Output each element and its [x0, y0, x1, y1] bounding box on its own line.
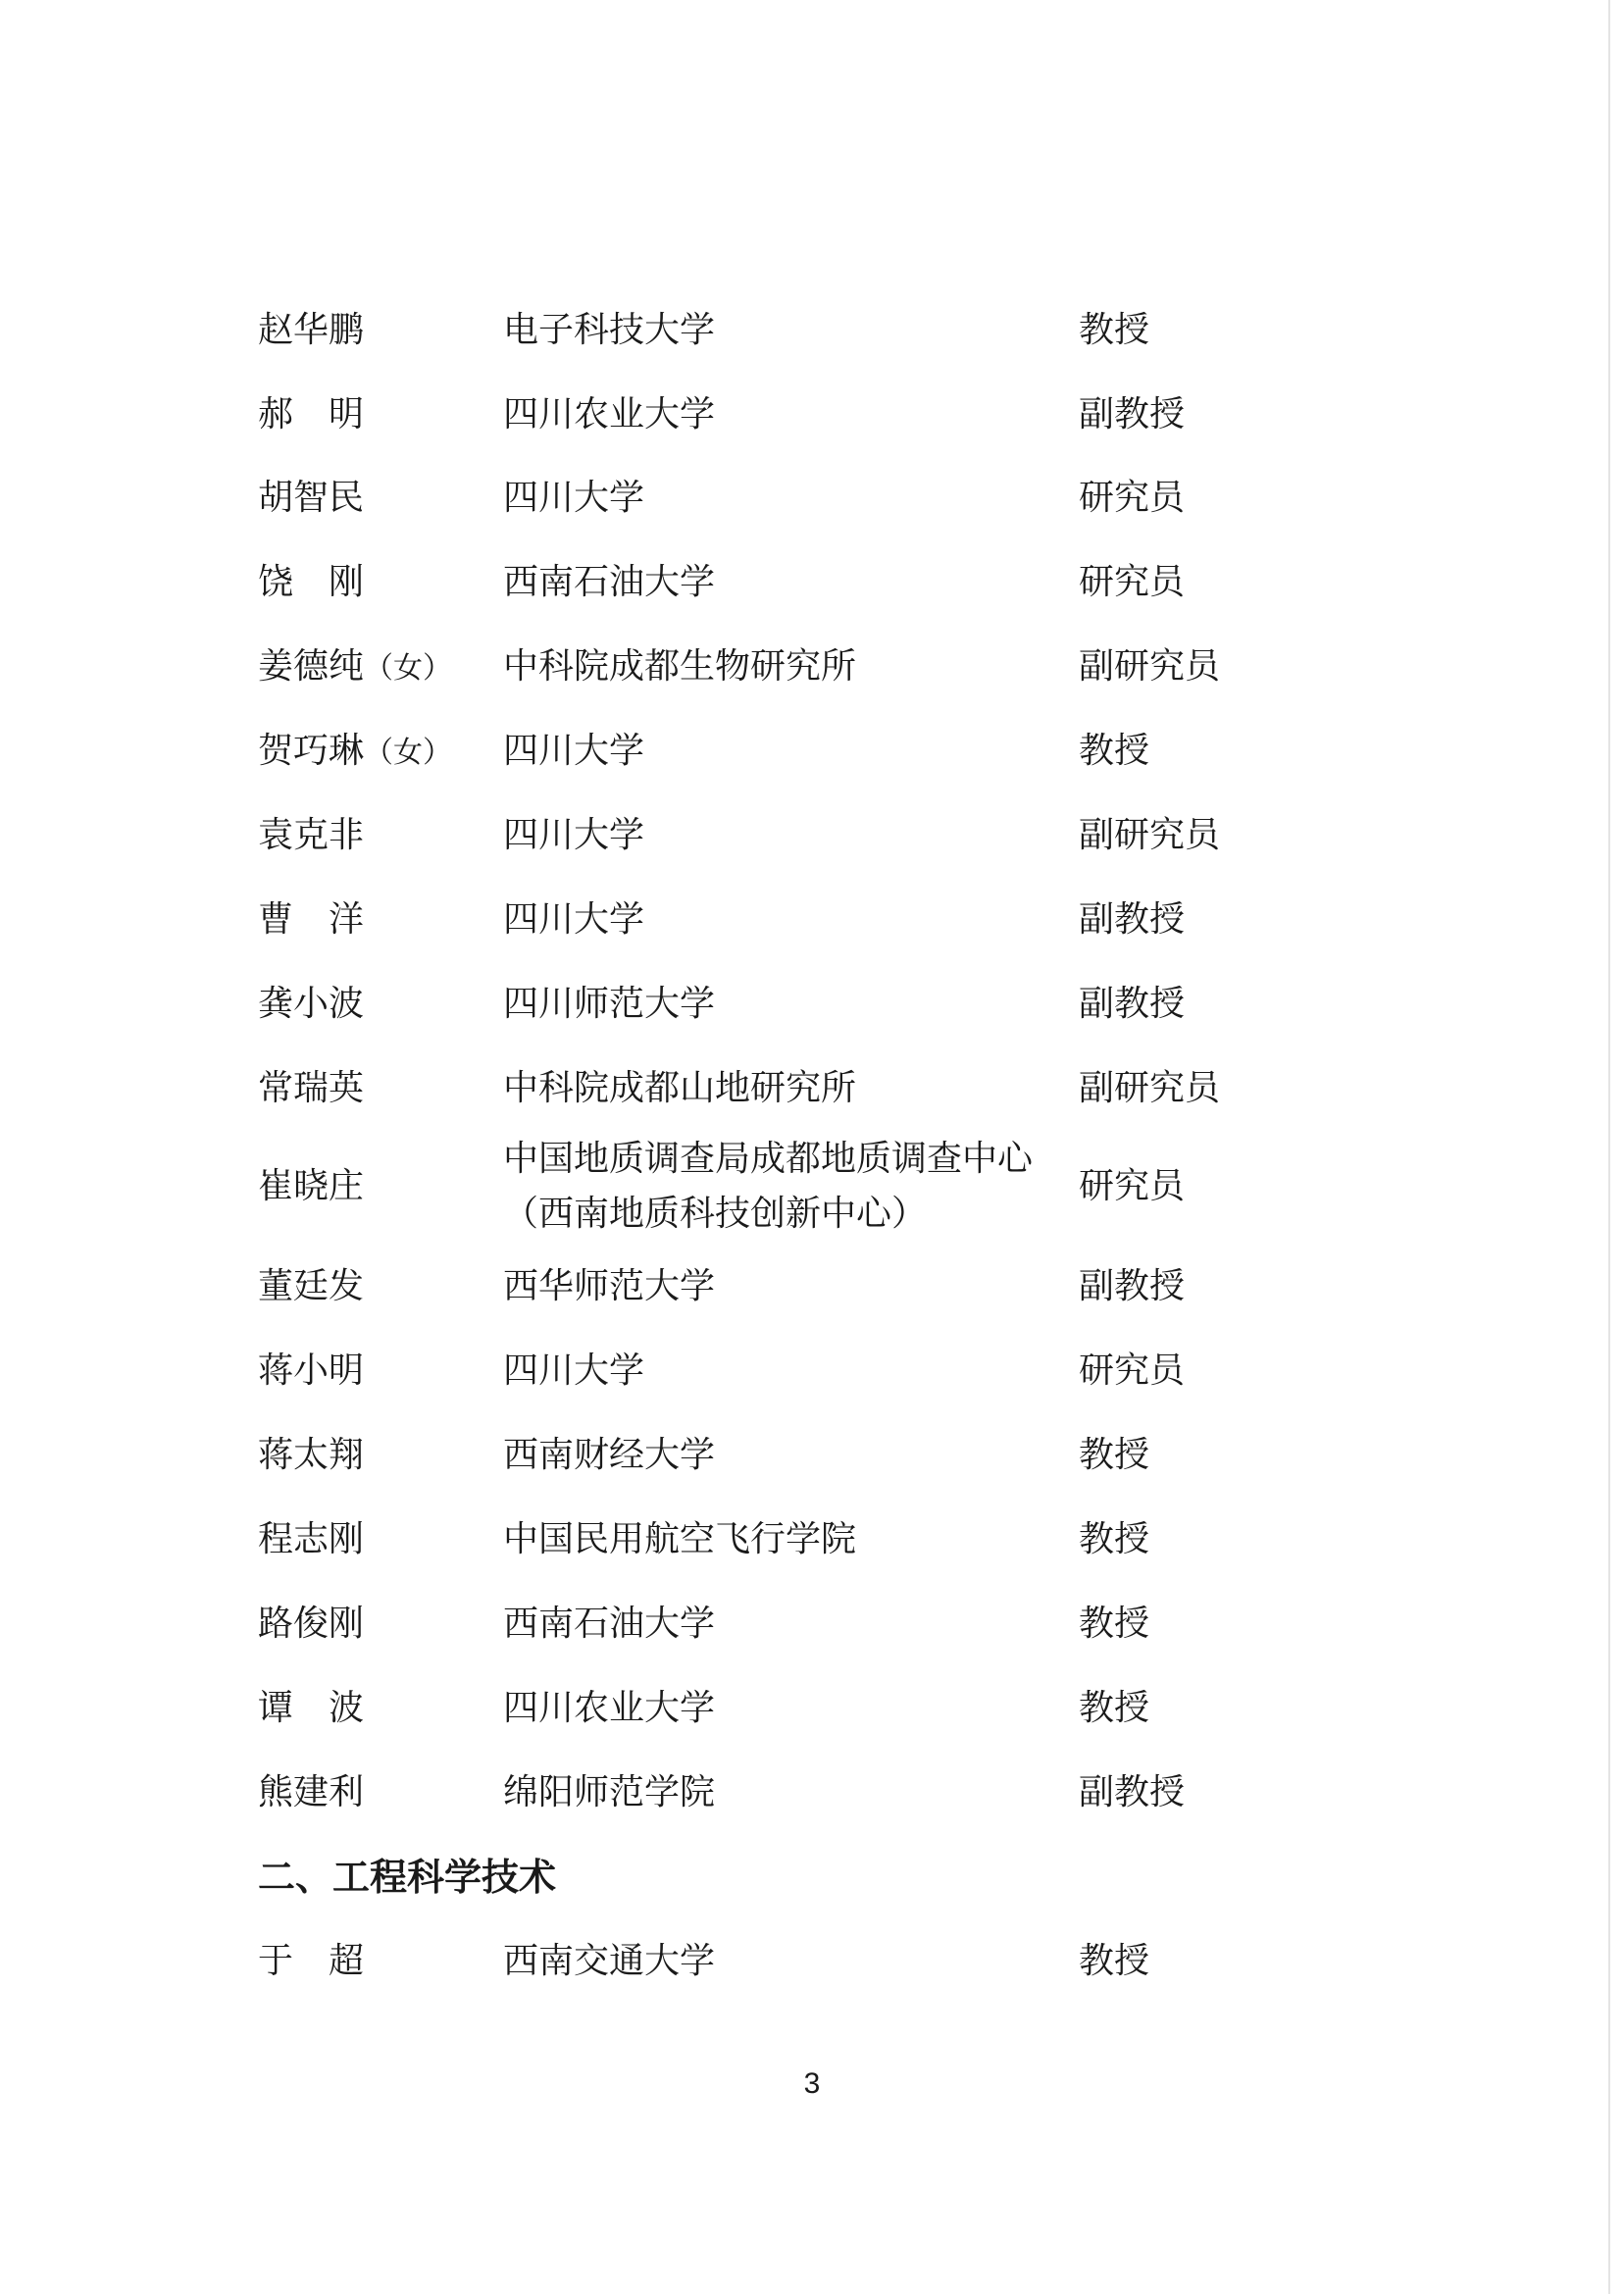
academic-title: 教授 — [1079, 1941, 1150, 1981]
table-row — [0, 806, 1624, 865]
academic-title: 教授 — [1079, 1604, 1150, 1644]
institution: 西南石油大学 — [503, 1604, 716, 1644]
person-name: 蒋小明 — [258, 1351, 365, 1391]
table-row — [0, 1932, 1624, 1991]
person-name: 曹 洋 — [258, 899, 365, 940]
person-name: 胡智民 — [258, 478, 365, 518]
person-name: 于 超 — [258, 1941, 365, 1981]
institution-line-2: （西南地质科技创新中心） — [503, 1194, 928, 1234]
institution: 四川大学 — [503, 731, 645, 771]
table-row — [0, 385, 1624, 444]
academic-title: 研究员 — [1079, 1166, 1186, 1206]
table-row — [0, 553, 1624, 612]
person-name: 崔晓庄 — [258, 1166, 365, 1206]
person-name: 郝 明 — [258, 394, 365, 434]
institution: 四川大学 — [503, 815, 645, 855]
person-name: 蒋太翔 — [258, 1435, 365, 1475]
academic-title: 副研究员 — [1079, 646, 1221, 687]
institution: 四川农业大学 — [503, 1688, 716, 1728]
academic-title: 副教授 — [1079, 899, 1186, 940]
institution: 四川大学 — [503, 478, 645, 518]
institution: 绵阳师范学院 — [503, 1772, 716, 1812]
academic-title: 研究员 — [1079, 562, 1186, 602]
table-row — [0, 469, 1624, 528]
institution: 中科院成都山地研究所 — [503, 1068, 857, 1108]
table-row — [0, 1128, 1624, 1246]
person-name: 董廷发 — [258, 1266, 365, 1306]
institution: 四川大学 — [503, 1351, 645, 1391]
person-name: 常瑞英 — [258, 1068, 365, 1108]
institution — [503, 1132, 1033, 1242]
table-row — [0, 1595, 1624, 1654]
institution: 西南财经大学 — [503, 1435, 716, 1475]
institution-line-1: 中国地质调查局成都地质调查中心 — [503, 1139, 1034, 1179]
table-row — [0, 637, 1624, 696]
academic-title: 教授 — [1079, 1435, 1150, 1475]
institution: 四川师范大学 — [503, 984, 716, 1024]
academic-title: 副研究员 — [1079, 1068, 1221, 1108]
academic-title: 研究员 — [1079, 1351, 1186, 1391]
table-row — [0, 1257, 1624, 1316]
institution: 中国民用航空飞行学院 — [503, 1519, 857, 1559]
academic-title: 教授 — [1079, 1688, 1150, 1728]
institution: 西南交通大学 — [503, 1941, 716, 1981]
person-name: 程志刚 — [258, 1519, 365, 1559]
table-row — [0, 1342, 1624, 1401]
academic-title: 教授 — [1079, 1519, 1150, 1559]
table-row — [0, 1510, 1624, 1569]
table-row — [0, 1059, 1624, 1118]
academic-title: 研究员 — [1079, 478, 1186, 518]
academic-title: 教授 — [1079, 731, 1150, 771]
person-name: 贺巧琳（女） — [258, 731, 453, 771]
table-row — [0, 1763, 1624, 1822]
person-name: 姜德纯（女） — [258, 646, 453, 687]
person-name: 袁克非 — [258, 815, 365, 855]
person-name: 谭 波 — [258, 1688, 365, 1728]
table-row — [0, 1426, 1624, 1485]
institution: 四川大学 — [503, 899, 645, 940]
table-row — [0, 891, 1624, 949]
person-name: 龚小波 — [258, 984, 365, 1024]
person-name: 饶 刚 — [258, 562, 365, 602]
table-row — [0, 1679, 1624, 1738]
institution: 电子科技大学 — [503, 310, 716, 350]
person-name: 路俊刚 — [258, 1604, 365, 1644]
academic-title: 副研究员 — [1079, 815, 1221, 855]
person-name: 熊建利 — [258, 1772, 365, 1812]
institution: 西华师范大学 — [503, 1266, 716, 1306]
institution: 中科院成都生物研究所 — [503, 646, 857, 687]
academic-title: 副教授 — [1079, 394, 1186, 434]
academic-title: 副教授 — [1079, 984, 1186, 1024]
academic-title: 副教授 — [1079, 1266, 1186, 1306]
institution: 四川农业大学 — [503, 394, 716, 434]
institution: 西南石油大学 — [503, 562, 716, 602]
table-row — [0, 975, 1624, 1034]
page-number: 3 — [803, 2067, 821, 2100]
academic-title: 教授 — [1079, 310, 1150, 350]
person-name: 赵华鹏 — [258, 310, 365, 350]
section-heading: 二、工程科学技术 — [258, 1855, 557, 1899]
table-row — [0, 722, 1624, 781]
table-row — [0, 301, 1624, 360]
academic-title: 副教授 — [1079, 1772, 1186, 1812]
